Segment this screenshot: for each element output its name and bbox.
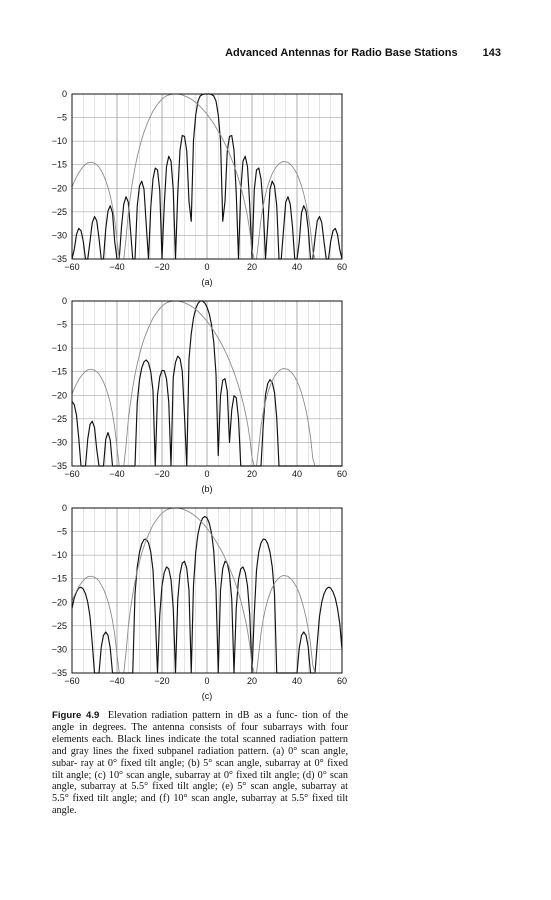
y-tick-label: −10: [51, 136, 67, 147]
running-title: Advanced Antennas for Radio Base Stations: [225, 47, 458, 59]
caption-line-7: fixed tilt angle; (c) 10° scan angle, subarray at 0° fixed tilt: [52, 757, 349, 781]
caption-line-5: fixed subpanel radiation pattern. (a) 0° scan angle, subar-: [52, 745, 349, 769]
y-tick-label: −30: [51, 644, 67, 655]
figure-label: Figure 4.9: [52, 710, 100, 721]
x-tick-label: 20: [246, 469, 258, 479]
y-tick-label: −25: [51, 206, 67, 217]
x-tick-label: −60: [64, 676, 80, 686]
chart-panel-b: [44, 293, 354, 498]
y-tick-label: −20: [51, 183, 67, 194]
y-tick-label: −30: [51, 437, 67, 448]
x-tick-label: 20: [246, 676, 258, 686]
y-tick-label: −5: [56, 112, 67, 123]
y-tick-label: 0: [61, 296, 67, 306]
x-tick-label: 60: [336, 262, 348, 272]
x-tick-label: −60: [64, 262, 80, 272]
caption-line-6: ray at 0° fixed tilt angle; (b) 5° scan angle, subarray at 0°: [80, 757, 324, 769]
x-tick-label: −40: [109, 262, 125, 272]
x-tick-label: −20: [154, 676, 170, 686]
y-tick-label: 0: [61, 503, 67, 513]
caption-line-10: (f) 10° scan angle, subarray at 5.5° fixed tilt angle.: [52, 793, 349, 817]
x-tick-label: −40: [109, 676, 125, 686]
y-tick-label: −15: [51, 573, 67, 584]
x-tick-label: 60: [336, 469, 348, 479]
x-tick-label: 40: [291, 469, 303, 479]
y-tick-label: −15: [51, 159, 67, 170]
x-tick-label: 0: [204, 469, 210, 479]
caption-line-8: angle; (d) 0° scan angle, subarray at 5.5° fixed tilt angle;: [52, 769, 349, 793]
y-tick-label: −20: [51, 597, 67, 608]
caption-line-1: Elevation radiation pattern in dB as a func-: [107, 710, 298, 721]
figure-caption: [52, 710, 348, 817]
chart-panel-c: [44, 500, 354, 705]
y-tick-label: −30: [51, 230, 67, 241]
y-tick-label: −20: [51, 390, 67, 401]
y-tick-label: −25: [51, 413, 67, 424]
x-tick-label: 40: [291, 262, 303, 272]
y-tick-label: −5: [56, 526, 67, 537]
page-number: 143: [482, 47, 501, 59]
y-tick-label: −35: [51, 668, 67, 678]
y-tick-label: −15: [51, 366, 67, 377]
caption-line-9: (e) 5° scan angle, subarray at 5.5° fixed tilt angle; and: [52, 781, 348, 805]
x-tick-label: 40: [291, 676, 303, 686]
caption-line-2: tion of the angle in degrees. The antenna consists of four: [52, 710, 349, 733]
x-tick-label: 60: [336, 676, 348, 686]
x-tick-label: 20: [246, 262, 258, 272]
panel-label: (c): [201, 691, 213, 701]
x-tick-label: 0: [204, 262, 210, 272]
panel-label: (b): [201, 484, 213, 494]
caption-line-3: subarrays with four elements each. Black lines indicate: [52, 721, 349, 745]
caption-line-4: the total scanned radiation pattern and gray lines the: [52, 733, 349, 757]
y-tick-label: −35: [51, 254, 67, 264]
y-tick-label: 0: [61, 89, 67, 99]
y-tick-label: −10: [51, 343, 67, 354]
x-tick-label: −40: [109, 469, 125, 479]
y-tick-label: −25: [51, 620, 67, 631]
running-head: [0, 47, 501, 59]
panel-label: (a): [201, 277, 213, 287]
x-tick-label: −20: [154, 469, 170, 479]
y-tick-label: −10: [51, 550, 67, 561]
y-tick-label: −35: [51, 461, 67, 471]
x-tick-label: −20: [154, 262, 170, 272]
chart-panel-a: [44, 86, 354, 291]
x-tick-label: −60: [64, 469, 80, 479]
y-tick-label: −5: [56, 319, 67, 330]
x-tick-label: 0: [204, 676, 210, 686]
